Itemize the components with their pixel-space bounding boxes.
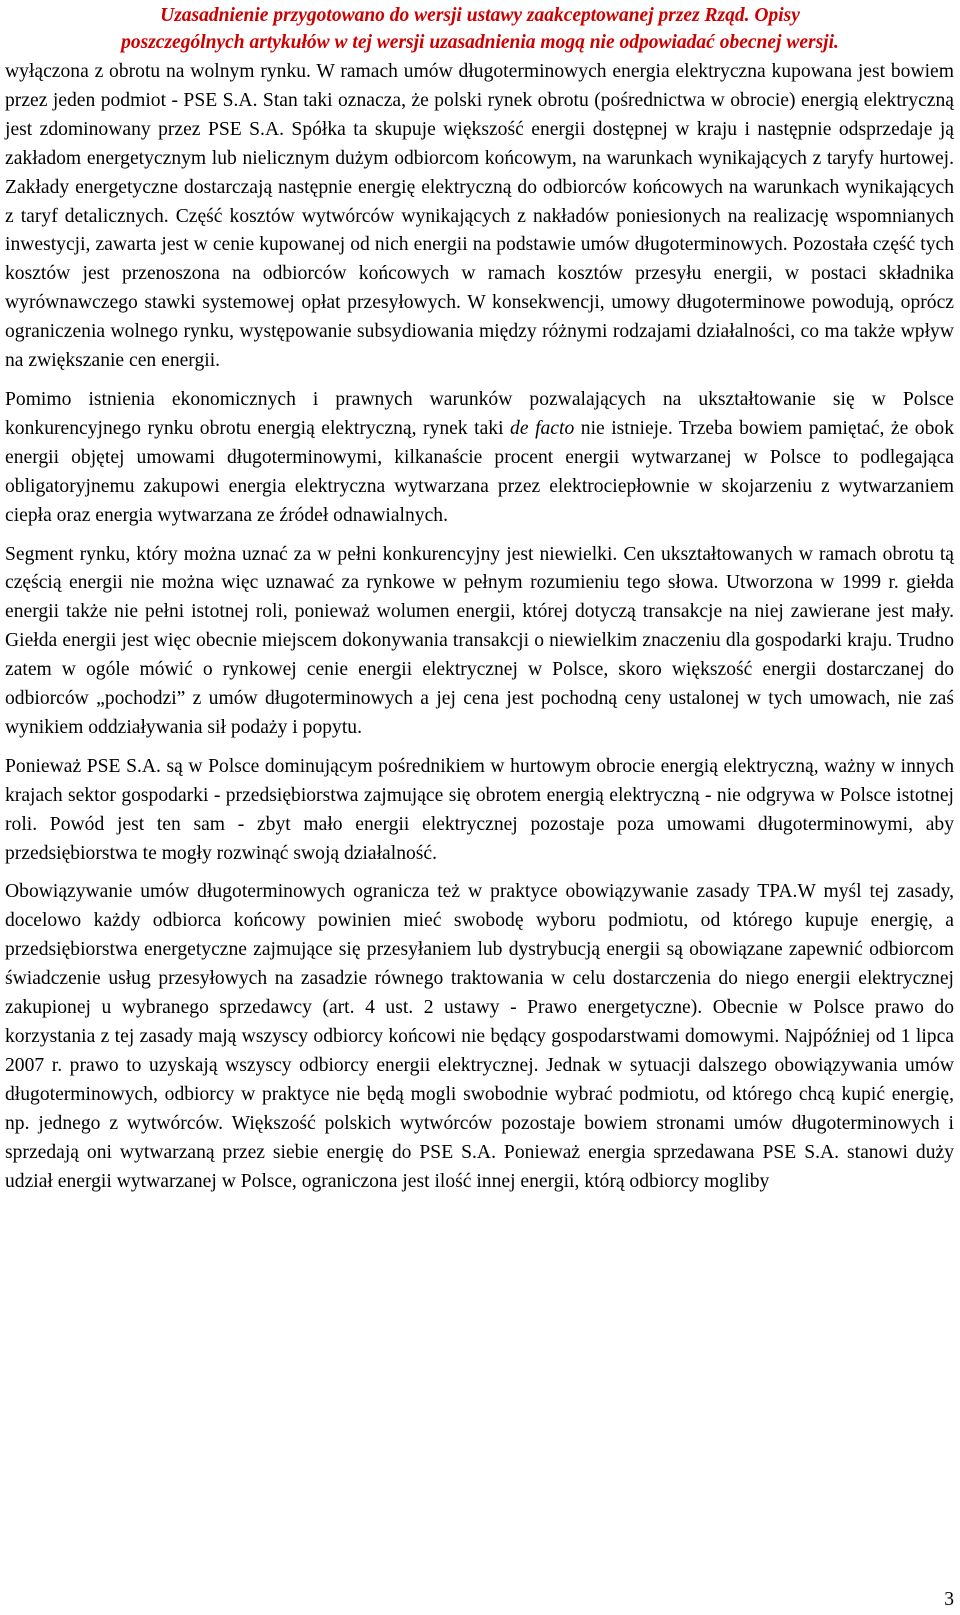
italic-term: de facto	[510, 417, 575, 439]
paragraph-2-text-end: nie istnieje. Trzeba bowiem pamiętać, że obok energii objętej umowami długoterminowymi, kilkanaście procent energii wytwarzanej w Polsce to podlegająca obligatoryjnemu zakupowi energia elektryczna wytwarzana przez elektrociepłownie w skojarzeniu z wytwarzaniem ciepła oraz energia wytwarzana ze źródeł odnawialnych.	[5, 417, 954, 526]
paragraph-5: Obowiązywanie umów długoterminowych ogranicza też w praktyce obowiązywanie zasady TPA.W myśl tej zasady, docelowo każdy odbiorca końcowy powinien mieć swobodę wyboru podmiotu, od którego kupuje energię, a przedsiębiorstwa energetyczne zajmujące się przesyłaniem lub dystrybucją energii są obowiązane zapewnić odbiorcom świadczenie usług przesyłowych na zasadzie równego traktowania w celu dostarczenia do niego energii elektrycznej zakupionej u wybranego sprzedawcy (art. 4 ust. 2 ustawy - Prawo energetyczne). Obecnie w Polsce prawo do korzystania z tej zasady mają wszyscy odbiorcy końcowi nie będący gospodarstwami domowymi. Najpóźniej od 1 lipca 2007 r. prawo to uzyskają wszyscy odbiorcy energii elektrycznej. Jednak w sytuacji dalszego obowiązywania umów długoterminowych, odbiorcy w praktyce nie będą mogli swobodnie wybrać podmiotu, od którego chcą kupić energię, np. jednego z wytwórców. Większość polskich wytwórców pozostaje bowiem stronami umów długoterminowych i sprzedają oni wytwarzaną przez siebie energię do PSE S.A. Ponieważ energia sprzedawana PSE S.A. stanowi duży udział energii wytwarzanej w Polsce, ograniczona jest ilość innej energii, którą odbiorcy mogliby	[5, 881, 954, 1192]
document-body	[5, 58, 954, 1206]
page-number: 3	[944, 1589, 954, 1610]
paragraph-4: Ponieważ PSE S.A. są w Polsce dominującym pośrednikiem w hurtowym obrocie energią elektryczną, ważny w innych krajach sektor gospodarki - przedsiębiorstwa zajmujące się obrotem energią elektryczną - nie odgrywa w Polsce istotnej roli. Powód jest ten sam - zbyt mało energii elektrycznej pozostaje poza umowami długoterminowymi, aby przedsiębiorstwa te mogły rozwinąć swoją działalność.	[5, 755, 954, 864]
paragraph-2	[5, 386, 954, 531]
document-disclaimer-header	[0, 2, 960, 56]
paragraph-3: Segment rynku, który można uznać za w pełni konkurencyjny jest niewielki. Cen ukształtowanych w ramach obrotu tą częścią energii nie można więc uznawać za rynkowe w pełnym rozumieniu tego słowa. Utworzona w 1999 r. giełda energii także nie pełni istotnej roli, ponieważ wolumen energii, której dotyczą transakcje na niej zawierane jest mały. Giełda energii jest więc obecnie miejscem dokonywania transakcji o niewielkim znaczeniu dla gospodarki kraju. Trudno zatem w ogóle mówić o rynkowej cenie energii elektrycznej w Polsce, skoro większość energii dostarczanej do odbiorców „pochodzi” z umów długoterminowych a jej cena jest pochodną ceny ustalonej w tych umowach, nie zaś wynikiem oddziaływania sił podaży i popytu.	[5, 543, 954, 738]
disclaimer-line-1: Uzasadnienie przygotowano do wersji ustawy zaakceptowanej przez Rząd. Opisy	[160, 5, 800, 26]
disclaimer-line-2: poszczególnych artykułów w tej wersji uzasadnienia mogą nie odpowiadać obecnej wersji.	[121, 32, 839, 53]
paragraph-1: wyłączona z obrotu na wolnym rynku. W ramach umów długoterminowych energia elektryczna kupowana jest bowiem przez jeden podmiot - PSE S.A. Stan taki oznacza, że polski rynek obrotu (pośrednictwa w obrocie) energią elektryczną jest zdominowany przez PSE S.A. Spółka ta skupuje większość energii dostępnej w kraju i następnie odsprzedaje ją zakładom energetycznym lub nielicznym dużym odbiorcom końcowym, na warunkach wynikających z taryfy hurtowej. Zakłady energetyczne dostarczają następnie energię elektryczną do odbiorców końcowych na warunkach wynikających z taryf detalicznych. Część kosztów wytwórców wynikających z nakładów poniesionych na realizację wspomnianych inwestycji, zawarta jest w cenie kupowanej od nich energii na podstawie umów długoterminowych. Pozostała część tych kosztów jest przenoszona na odbiorców końcowych w ramach kosztów przesyłu energii, w postaci składnika wyrównawczego stawki systemowej opłat przesyłowych. W konsekwencji, umowy długoterminowe powodują, oprócz ograniczenia wolnego rynku, występowanie subsydiowania między różnymi rodzajami działalności, co ma także wpływ na zwiększanie cen energii.	[5, 61, 954, 372]
paragraph-2-text-start: Pomimo istnienia ekonomicznych i prawnych warunków pozwalających na ukształtowanie się w Polsce konkurencyjnego rynku obrotu energią elektryczną, rynek taki	[5, 388, 954, 439]
